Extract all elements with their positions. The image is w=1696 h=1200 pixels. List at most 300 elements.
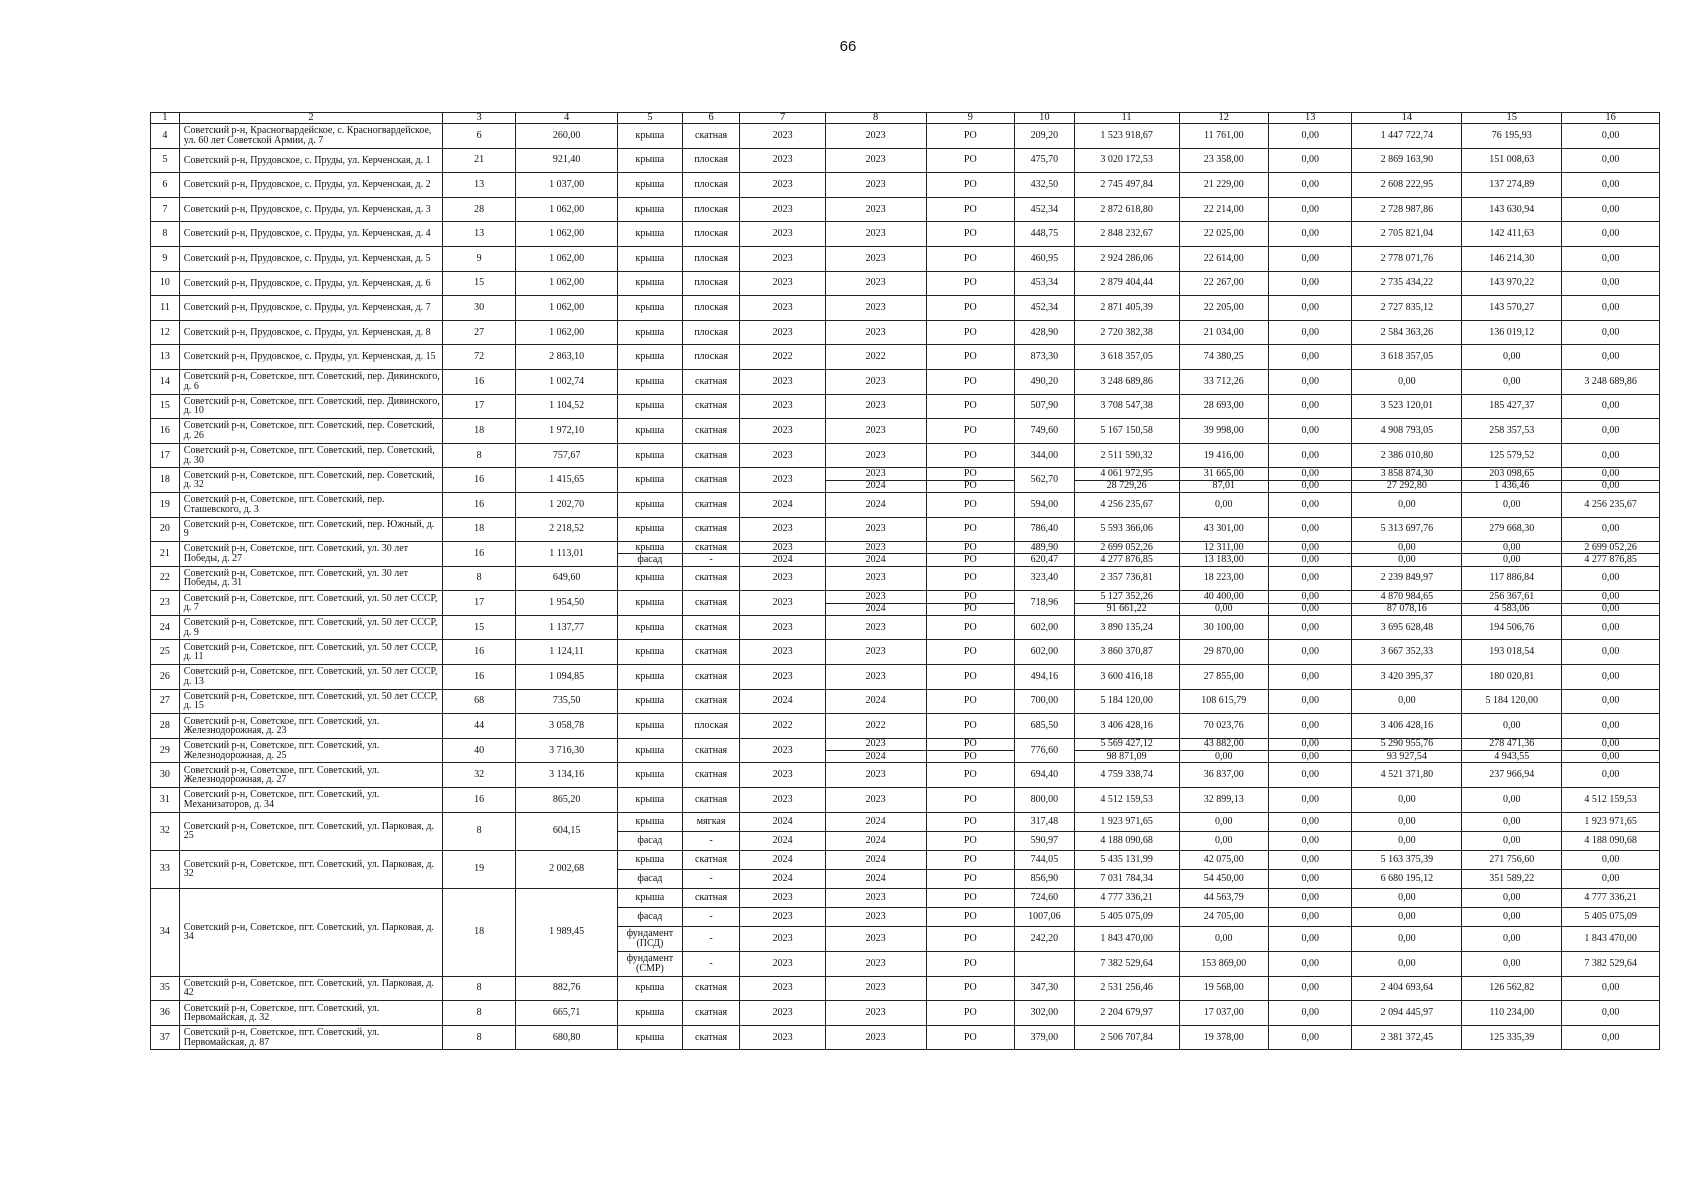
table-cell: 31 665,00 [1179,468,1268,480]
table-cell: 29 870,00 [1179,640,1268,665]
table-cell: 2023 [825,1001,926,1026]
table-cell: 21 034,00 [1179,320,1268,345]
column-header-6: 6 [682,113,740,124]
address-cell: Советский р-н, Прудовское, с. Пруды, ул. Керченская, д. 8 [179,320,442,345]
table-cell: РО [926,812,1014,831]
table-cell: 3 600 416,18 [1074,665,1179,690]
table-cell: скатная [682,615,740,640]
table-row [151,345,1660,370]
table-row [151,812,1660,831]
table-row [151,320,1660,345]
table-cell: 507,90 [1015,394,1075,419]
table-cell: 0,00 [1562,246,1660,271]
column-header-8: 8 [825,113,926,124]
table-cell: скатная [682,976,740,1001]
table-cell: РО [926,554,1014,566]
table-cell: 27 855,00 [1179,665,1268,690]
table-cell: 1 202,70 [516,492,618,517]
table-cell: 2023 [740,615,825,640]
row-number: 36 [151,1001,180,1026]
table-cell: фасад [617,869,682,888]
table-cell: 2024 [825,492,926,517]
table-cell: 379,00 [1015,1025,1075,1050]
table-cell: 2 218,52 [516,517,618,542]
table-cell: крыша [617,689,682,714]
column-header-12: 12 [1179,113,1268,124]
table-cell: 2024 [825,689,926,714]
table-cell: 0,00 [1179,751,1268,763]
row-number: 14 [151,369,180,394]
table-cell: 44 563,79 [1179,888,1268,907]
table-cell: 1 923 971,65 [1074,812,1179,831]
row-number: 11 [151,296,180,321]
table-cell: 3 860 370,87 [1074,640,1179,665]
table-cell: 594,00 [1015,492,1075,517]
table-cell: 0,00 [1269,271,1352,296]
table-cell: 4 943,55 [1462,751,1562,763]
table-cell: 735,50 [516,689,618,714]
table-cell: - [682,831,740,850]
table-cell: 0,00 [1269,951,1352,976]
table-cell: плоская [682,296,740,321]
table-cell: 0,00 [1562,296,1660,321]
table-cell: 680,80 [516,1025,618,1050]
table-cell: 2 705 821,04 [1352,222,1462,247]
table-row [151,1025,1660,1050]
table-cell: 0,00 [1269,591,1352,603]
table-cell: 0,00 [1562,468,1660,480]
table-cell: 5 290 955,76 [1352,738,1462,750]
table-cell: 2023 [825,296,926,321]
table-cell: 2023 [825,951,926,976]
table-cell: 5 163 375,39 [1352,850,1462,869]
table-cell: 18 [443,517,516,542]
table-cell: 22 614,00 [1179,246,1268,271]
table-cell: РО [926,763,1014,788]
table-cell: крыша [617,517,682,542]
row-number: 20 [151,517,180,542]
table-cell: 180 020,81 [1462,665,1562,690]
table-row [151,1001,1660,1026]
page-number: 66 [839,38,857,55]
table-cell: 2023 [740,173,825,198]
table-cell: 22 205,00 [1179,296,1268,321]
table-cell: 6 680 195,12 [1352,869,1462,888]
table-cell: 0,00 [1562,1025,1660,1050]
table-cell: 2023 [740,369,825,394]
table-row [151,738,1660,750]
table-cell: 0,00 [1352,831,1462,850]
table-cell: 2023 [825,468,926,480]
table-cell: скатная [682,443,740,468]
table-row [151,689,1660,714]
table-cell: 1 104,52 [516,394,618,419]
row-number: 32 [151,812,180,850]
table-cell: 0,00 [1269,517,1352,542]
table-cell: 0,00 [1269,976,1352,1001]
table-cell: 2023 [740,888,825,907]
table-cell: крыша [617,320,682,345]
table-cell: РО [926,738,1014,750]
table-cell: 2 699 052,26 [1562,542,1660,554]
table-cell: 0,00 [1269,1025,1352,1050]
row-number: 10 [151,271,180,296]
table-cell: 0,00 [1269,926,1352,951]
table-cell: 865,20 [516,788,618,813]
table-cell: 0,00 [1562,480,1660,492]
row-number: 15 [151,394,180,419]
table-cell: 2 872 618,80 [1074,197,1179,222]
table-cell: 1 843 470,00 [1074,926,1179,951]
table-cell: 2 531 256,46 [1074,976,1179,1001]
table-cell: 1 037,00 [516,173,618,198]
table-cell: крыша [617,976,682,1001]
table-cell: 2023 [825,320,926,345]
table-cell: 0,00 [1352,926,1462,951]
table-cell: 16 [443,640,516,665]
row-number: 18 [151,468,180,493]
table-cell: 1 954,50 [516,591,618,616]
table-cell: 4 521 371,80 [1352,763,1462,788]
table-cell: 0,00 [1462,542,1562,554]
table-cell: 2024 [825,554,926,566]
table-cell: фундамент (СМР) [617,951,682,976]
table-cell: 1 113,01 [516,542,618,567]
table-cell: крыша [617,812,682,831]
table-cell: 856,90 [1015,869,1075,888]
table-cell: 0,00 [1562,320,1660,345]
table-cell: 602,00 [1015,615,1075,640]
table-cell: РО [926,976,1014,1001]
table-cell: скатная [682,419,740,444]
table-cell: 2024 [825,812,926,831]
table-cell: 2023 [825,640,926,665]
table-cell: 665,71 [516,1001,618,1026]
table-cell: 0,00 [1179,603,1268,615]
column-header-7: 7 [740,113,825,124]
table-cell: - [682,554,740,566]
table-cell: 242,20 [1015,926,1075,951]
table-cell: 0,00 [1562,419,1660,444]
table-cell: РО [926,603,1014,615]
table-cell: 2022 [825,345,926,370]
table-cell: 0,00 [1562,603,1660,615]
table-cell: 0,00 [1562,665,1660,690]
table-cell: 143 630,94 [1462,197,1562,222]
table-cell: скатная [682,492,740,517]
table-cell: 2023 [825,888,926,907]
table-cell: крыша [617,271,682,296]
table-cell: 4 256 235,67 [1562,492,1660,517]
table-cell: 2022 [740,345,825,370]
table-cell: РО [926,197,1014,222]
address-cell: Советский р-н, Советское, пгт. Советский, пер. Южный, д. 9 [179,517,442,542]
table-cell: 2022 [740,714,825,739]
row-number: 37 [151,1025,180,1050]
table-cell: скатная [682,369,740,394]
table-cell: 1 447 722,74 [1352,124,1462,149]
table-cell: 193 018,54 [1462,640,1562,665]
table-cell: скатная [682,788,740,813]
table-cell: 2023 [825,788,926,813]
table-cell: 39 998,00 [1179,419,1268,444]
table-cell: 19 416,00 [1179,443,1268,468]
table-cell: 117 886,84 [1462,566,1562,591]
table-cell: 18 223,00 [1179,566,1268,591]
table-cell: 3 716,30 [516,738,618,763]
row-number: 5 [151,148,180,173]
table-cell: 2 778 071,76 [1352,246,1462,271]
table-cell: крыша [617,468,682,493]
table-cell: РО [926,369,1014,394]
table-cell: 42 075,00 [1179,850,1268,869]
table-cell: крыша [617,738,682,763]
table-cell: 0,00 [1269,222,1352,247]
table-cell: 3 618 357,05 [1074,345,1179,370]
table-cell: 2023 [825,419,926,444]
table-cell: РО [926,517,1014,542]
table-cell: 0,00 [1269,640,1352,665]
table-cell: 3 058,78 [516,714,618,739]
table-cell: 2023 [825,124,926,149]
table-cell: 0,00 [1352,369,1462,394]
table-cell: 4 512 159,53 [1562,788,1660,813]
table-cell: 432,50 [1015,173,1075,198]
table-cell: 2024 [740,492,825,517]
row-number: 33 [151,850,180,888]
table-cell: 87,01 [1179,480,1268,492]
row-number: 26 [151,665,180,690]
table-cell: РО [926,271,1014,296]
table-cell: 3 420 395,37 [1352,665,1462,690]
table-cell: 2023 [825,369,926,394]
table-cell: скатная [682,517,740,542]
table-cell: 8 [443,1001,516,1026]
table-cell: 0,00 [1562,714,1660,739]
table-cell: 0,00 [1352,812,1462,831]
table-cell: 0,00 [1462,951,1562,976]
table-cell: скатная [682,640,740,665]
table-cell: 1 124,11 [516,640,618,665]
table-cell: 2024 [740,689,825,714]
table-row [151,566,1660,591]
table-cell: 460,95 [1015,246,1075,271]
table-cell: РО [926,1001,1014,1026]
table-cell: 602,00 [1015,640,1075,665]
table-cell: 921,40 [516,148,618,173]
table-cell: 0,00 [1269,888,1352,907]
table-cell: 3 523 120,01 [1352,394,1462,419]
table-cell: 590,97 [1015,831,1075,850]
table-row [151,271,1660,296]
table-cell: 19 378,00 [1179,1025,1268,1050]
table-cell: 19 568,00 [1179,976,1268,1001]
table-cell: 0,00 [1269,443,1352,468]
table-cell: 68 [443,689,516,714]
table-cell: 2023 [825,615,926,640]
address-cell: Советский р-н, Советское, пгт. Советский, пер. Дивинского, д. 10 [179,394,442,419]
table-cell: скатная [682,394,740,419]
table-cell: 2023 [825,763,926,788]
table-row [151,443,1660,468]
column-header-3: 3 [443,113,516,124]
table-cell: 1 137,77 [516,615,618,640]
table-cell: 2 727 835,12 [1352,296,1462,321]
table-cell: 4 759 338,74 [1074,763,1179,788]
table-cell: 2023 [825,394,926,419]
table-cell: 21 [443,148,516,173]
table-cell: 125 335,39 [1462,1025,1562,1050]
table-cell: 0,00 [1269,345,1352,370]
row-number: 4 [151,124,180,149]
address-cell: Советский р-н, Советское, пгт. Советский, ул. 30 лет Победы, д. 31 [179,566,442,591]
table-cell: 13 183,00 [1179,554,1268,566]
table-cell: 2022 [825,714,926,739]
address-cell: Советский р-н, Советское, пгт. Советский, ул. 50 лет СССР, д. 9 [179,615,442,640]
table-cell: скатная [682,689,740,714]
column-header-2: 2 [179,113,442,124]
table-cell: 0,00 [1462,926,1562,951]
table-cell: 16 [443,788,516,813]
table-cell: 0,00 [1269,788,1352,813]
table-cell: 0,00 [1462,345,1562,370]
table-cell: 344,00 [1015,443,1075,468]
table-cell: 0,00 [1562,591,1660,603]
table-cell: 2023 [740,763,825,788]
table-cell: 33 712,26 [1179,369,1268,394]
table-cell: крыша [617,591,682,616]
address-cell: Советский р-н, Советское, пгт. Советский, ул. Первомайская, д. 32 [179,1001,442,1026]
table-cell: 2023 [740,788,825,813]
table-cell: 700,00 [1015,689,1075,714]
table-cell: скатная [682,888,740,907]
table-cell: крыша [617,850,682,869]
table-row [151,714,1660,739]
table-cell: 2023 [740,907,825,926]
table-cell: скатная [682,665,740,690]
table-cell: 2 863,10 [516,345,618,370]
table-cell: 4 277 876,85 [1074,554,1179,566]
table-cell: 0,00 [1462,812,1562,831]
table-cell: 2023 [740,320,825,345]
table-cell: плоская [682,320,740,345]
table-cell: 203 098,65 [1462,468,1562,480]
table-cell: крыша [617,1025,682,1050]
table-row [151,591,1660,603]
table-cell: РО [926,888,1014,907]
table-cell: 70 023,76 [1179,714,1268,739]
table-cell: 12 311,00 [1179,542,1268,554]
table-cell: скатная [682,1025,740,1050]
table-cell: - [682,926,740,951]
table-cell: 2024 [825,831,926,850]
address-cell: Советский р-н, Советское, пгт. Советский, ул. 50 лет СССР, д. 7 [179,591,442,616]
table-cell: 1 523 918,67 [1074,124,1179,149]
table-cell: 43 301,00 [1179,517,1268,542]
table-cell: 4 061 972,95 [1074,468,1179,480]
table-cell: крыша [617,788,682,813]
table-cell: 17 037,00 [1179,1001,1268,1026]
table-cell: 16 [443,468,516,493]
table-cell: крыша [617,173,682,198]
table-cell: 0,00 [1179,492,1268,517]
table-cell: 2023 [825,246,926,271]
table-cell: 43 882,00 [1179,738,1268,750]
table-cell: 76 195,93 [1462,124,1562,149]
table-cell: 2 239 849,97 [1352,566,1462,591]
table-cell: 2024 [740,869,825,888]
column-header-10: 10 [1015,113,1075,124]
table-cell: 757,67 [516,443,618,468]
table-cell: 0,00 [1269,124,1352,149]
table-cell: 4 256 235,67 [1074,492,1179,517]
table-cell: 16 [443,369,516,394]
table-cell: 8 [443,976,516,1001]
table-cell: 0,00 [1462,554,1562,566]
table-cell: 873,30 [1015,345,1075,370]
table-cell: РО [926,615,1014,640]
table-cell: 15 [443,615,516,640]
table-cell: 137 274,89 [1462,173,1562,198]
table-cell: 694,40 [1015,763,1075,788]
table-cell: 0,00 [1462,492,1562,517]
table-cell: 18 [443,419,516,444]
table-row [151,197,1660,222]
table-cell: 0,00 [1269,246,1352,271]
table-cell: 4 277 876,85 [1562,554,1660,566]
table-cell: 194 506,76 [1462,615,1562,640]
table-cell: 0,00 [1269,763,1352,788]
table-cell: 2023 [740,976,825,1001]
table-cell: 2023 [740,738,825,763]
table-cell: 0,00 [1179,926,1268,951]
row-number: 35 [151,976,180,1001]
table-cell: крыша [617,296,682,321]
table-cell: 604,15 [516,812,618,850]
table-cell: РО [926,566,1014,591]
table-cell: 0,00 [1462,888,1562,907]
address-cell: Советский р-н, Советское, пгт. Советский, ул. Парковая, д. 25 [179,812,442,850]
column-header-1: 1 [151,113,180,124]
table-cell: 93 927,54 [1352,751,1462,763]
table-row [151,615,1660,640]
table-cell: 2024 [825,850,926,869]
table-cell: 0,00 [1269,480,1352,492]
table-cell: 2 506 707,84 [1074,1025,1179,1050]
table-cell: 0,00 [1562,763,1660,788]
table-cell: 1 972,10 [516,419,618,444]
table-cell: 776,60 [1015,738,1075,763]
table-cell: 4 777 336,21 [1562,888,1660,907]
table-row [151,517,1660,542]
table-cell: 0,00 [1269,197,1352,222]
address-cell: Советский р-н, Советское, пгт. Советский, пер. Дивинского, д. 6 [179,369,442,394]
table-cell: 22 214,00 [1179,197,1268,222]
table-cell: 0,00 [1179,812,1268,831]
table-cell: плоская [682,148,740,173]
table-cell: РО [926,1025,1014,1050]
table-cell: 0,00 [1462,714,1562,739]
table-cell: 8 [443,566,516,591]
table-cell: крыша [617,443,682,468]
row-number: 23 [151,591,180,616]
table-cell: 8 [443,812,516,850]
table-cell: плоская [682,197,740,222]
row-number: 28 [151,714,180,739]
table-cell: крыша [617,763,682,788]
table-cell: РО [926,468,1014,480]
table-cell: 2 002,68 [516,850,618,888]
